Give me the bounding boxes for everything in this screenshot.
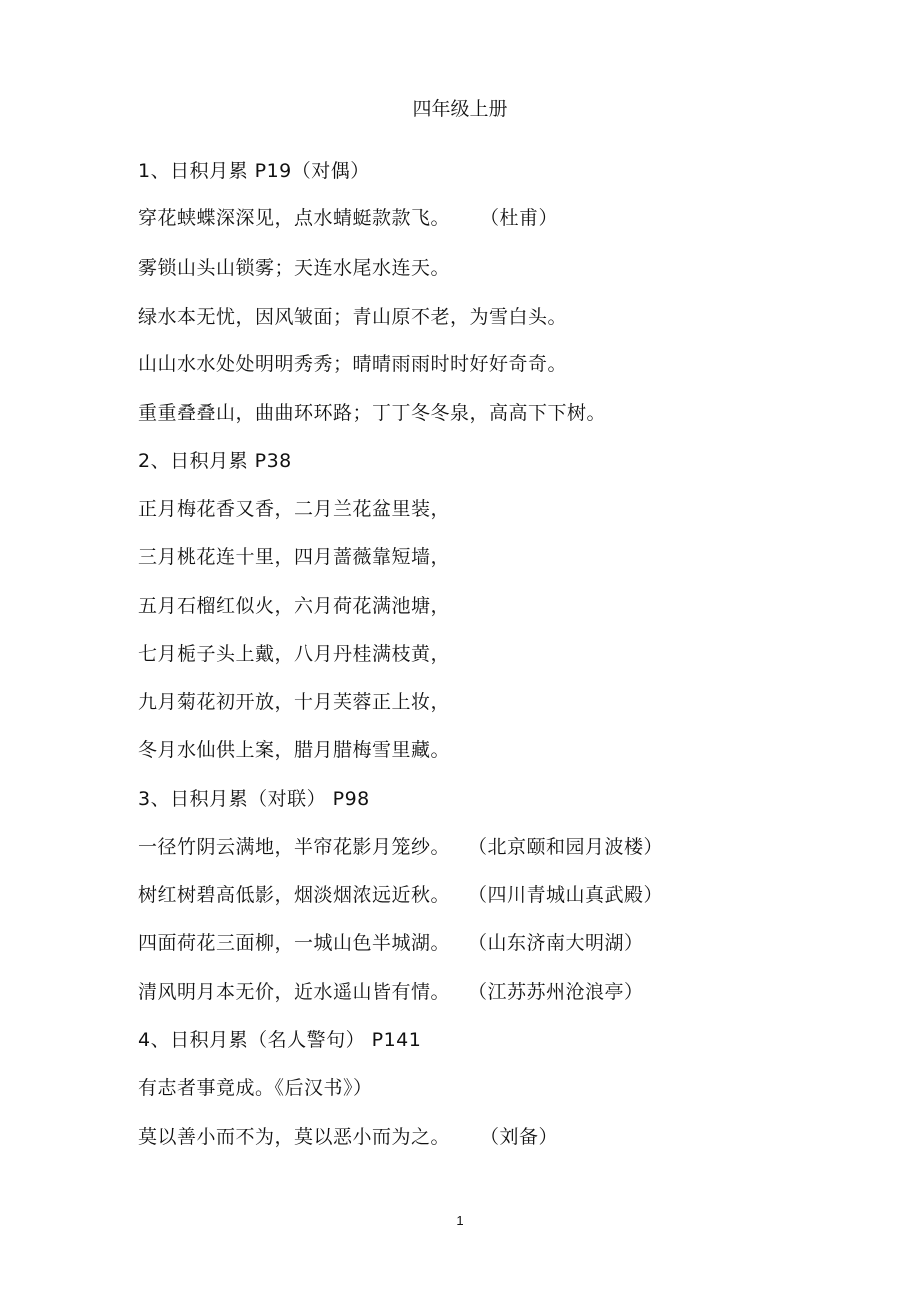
verse-source: （北京颐和园月波楼）	[468, 836, 664, 858]
verse-line	[138, 832, 663, 862]
verse-line	[138, 977, 644, 1007]
verse-text: 三月桃花连十里，四月蔷薇靠短墙，	[138, 546, 451, 568]
verse-line	[138, 494, 450, 524]
verse-line	[138, 203, 558, 233]
verse-source: （四川青城山真武殿）	[468, 884, 664, 906]
verse-line	[138, 302, 567, 332]
section-heading: 4、日积月累（名人警句） P141	[138, 1029, 422, 1051]
verse-text: 树红树碧高低影，烟淡烟浓远近秋。	[138, 884, 451, 906]
verse-text: 冬月水仙供上案，腊月腊梅雪里藏。	[138, 739, 451, 761]
section-heading: 1、日积月累 P19（对偶）	[138, 160, 370, 182]
verse-text: 一径竹阴云满地，半帘花影月笼纱。	[138, 836, 451, 858]
verse-line	[138, 591, 450, 621]
verse-line	[138, 542, 450, 572]
verse-line	[138, 1073, 373, 1103]
verse-line	[138, 735, 450, 765]
verse-line	[138, 687, 450, 717]
verse-text: 雾锁山头山锁雾；天连水尾水连天。	[138, 257, 451, 279]
verse-line	[138, 349, 567, 379]
verse-line	[138, 928, 644, 958]
verse-source: （刘备）	[480, 1126, 559, 1148]
verse-text: 有志者事竟成。《后汉书》）	[138, 1077, 373, 1099]
page-title: 四年级上册	[412, 98, 508, 120]
verse-text: 正月梅花香又香，二月兰花盆里装，	[138, 498, 451, 520]
verse-text: 绿水本无忧，因风皱面；青山原不老，为雪白头。	[138, 306, 568, 328]
verse-line	[138, 880, 663, 910]
verse-text: 四面荷花三面柳，一城山色半城湖。	[138, 932, 451, 954]
verse-line	[138, 639, 450, 669]
verse-text: 山山水水处处明明秀秀；晴晴雨雨时时好好奇奇。	[138, 353, 568, 375]
verse-line	[138, 253, 450, 283]
verse-text: 九月菊花初开放，十月芙蓉正上妆，	[138, 691, 451, 713]
verse-source: （江苏苏州沧浪亭）	[468, 981, 644, 1003]
verse-source: （山东济南大明湖）	[468, 932, 644, 954]
verse-text: 七月栀子头上戴，八月丹桂满枝黄，	[138, 643, 451, 665]
verse-text: 清风明月本无价，近水遥山皆有情。	[138, 981, 451, 1003]
verse-text: 莫以善小而不为，莫以恶小而为之。	[138, 1126, 451, 1148]
verse-source: （杜甫）	[480, 207, 559, 229]
section-heading: 3、日积月累（对联） P98	[138, 788, 370, 810]
verse-line	[138, 1122, 558, 1152]
page-number: 1	[456, 1213, 464, 1228]
verse-text: 穿花蛱蝶深深见，点水蜻蜓款款飞。	[138, 207, 451, 229]
verse-text: 重重叠叠山，曲曲环环路；丁丁冬冬泉，高高下下树。	[138, 402, 607, 424]
verse-text: 五月石榴红似火，六月荷花满池塘，	[138, 595, 451, 617]
verse-line	[138, 398, 606, 428]
section-heading: 2、日积月累 P38	[138, 450, 292, 472]
